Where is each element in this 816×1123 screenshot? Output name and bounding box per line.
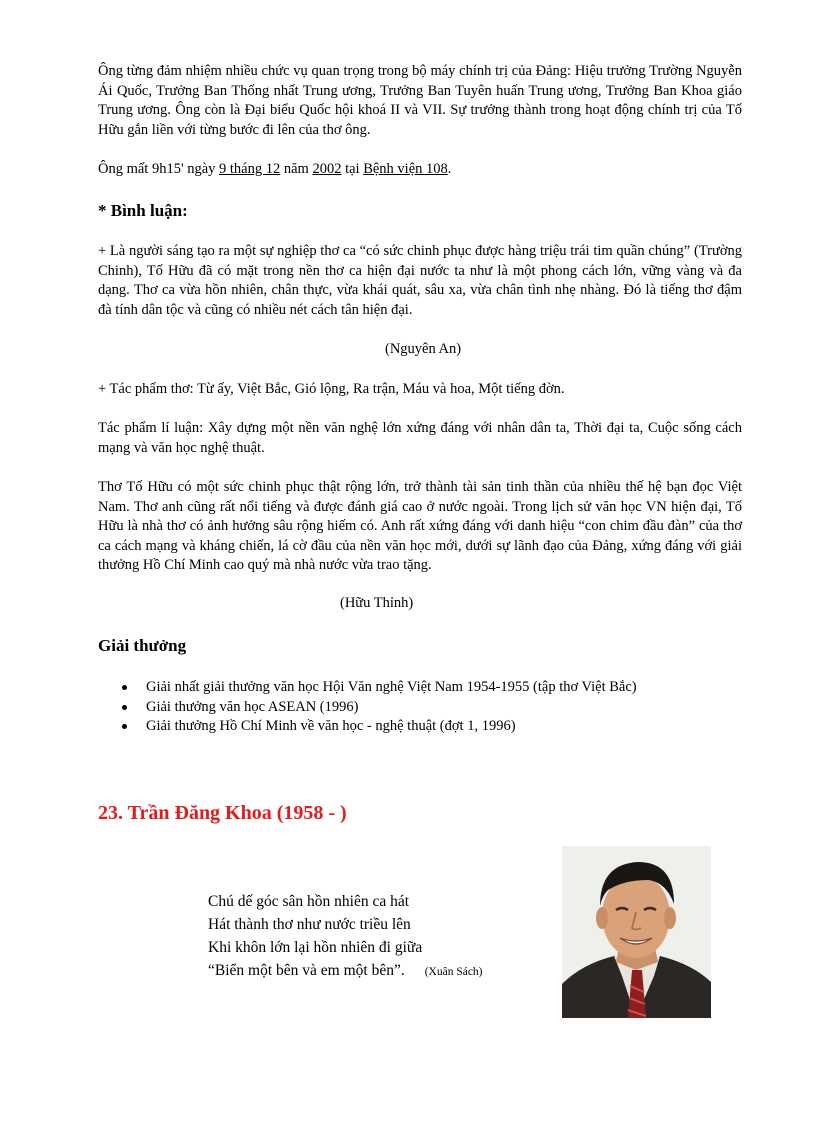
- death-year-link[interactable]: 2002: [312, 161, 342, 177]
- poem-line: Chú dế góc sân hồn nhiên ca hát: [208, 893, 410, 910]
- poem-source: (Xuân Sách): [424, 966, 483, 978]
- death-date-link[interactable]: 9 tháng 12: [219, 161, 281, 177]
- death-place-link[interactable]: Bệnh viện 108: [363, 161, 448, 177]
- portrait-illustration: [562, 846, 711, 1018]
- award-item: Giải thưởng văn học ASEAN (1996): [120, 698, 637, 718]
- commentary-paragraph-2: Thơ Tố Hữu có một sức chinh phục thật rộng lớn, trở thành tài sản tinh thần của nhiều thế hệ bạn đọc Việt Nam. Thơ anh cũng rất nổi tiếng và được đánh giá cao ở nước ngoài. Trong lịch sử văn học VN hiện đại, Tố Hữu là nhà thơ có ảnh hưởng sâu rộng hiếm có. Anh rất xứng đáng với danh hiệu “con chim đầu đàn” của thơ ca cách mạng và kháng chiến, lá cờ đầu của nền văn học mới, dưới sự lãnh đạo của Đảng, xứng đáng với giải thưởng Hồ Chí Minh cao quý mà nhà nước vừa trao tặng.: [98, 479, 742, 573]
- commentary-heading: * Bình luận:: [98, 201, 188, 220]
- bio-roles-paragraph: Ông từng đảm nhiệm nhiều chức vụ quan trọng trong bộ máy chính trị của Đảng: Hiệu trưởng Trường Nguyễn Ái Quốc, Trưởng Ban Thống nhất Trung ương, Trưởng Ban Tuyên huấn Trung ương, Trưởng Ban Khoa giáo Trung ương. Ông còn là Đại biểu Quốc hội khoá II và VII. Sự trưởng thành trong hoạt động chính trị của Tố Hữu gắn liền với từng bước đi lên của thơ ông.: [98, 63, 742, 138]
- poem-line: “Biển một bên và em một bên”.: [208, 962, 405, 979]
- poetry-works-paragraph: + Tác phẩm thơ: Từ ấy, Việt Bắc, Gió lộng, Ra trận, Máu và hoa, Một tiếng đờn.: [98, 381, 565, 397]
- death-paragraph: [98, 160, 742, 180]
- section-title: 23. Trần Đăng Khoa (1958 - ): [98, 802, 347, 824]
- death-mid2: tại: [341, 161, 364, 177]
- poem-line: Hát thành thơ như nước triều lên: [208, 916, 411, 933]
- awards-list: [120, 678, 637, 737]
- theory-works-paragraph: Tác phẩm lí luận: Xây dựng một nền văn nghệ lớn xứng đáng với nhân dân ta, Thời đại ta, Cuộc sống cách mạng và văn học nghệ thuật.: [98, 420, 742, 456]
- death-prefix: Ông mất 9h15' ngày: [98, 161, 220, 177]
- commentary-paragraph-1: + Là người sáng tạo ra một sự nghiệp thơ ca “có sức chinh phục được hàng triệu trái tim quần chúng” (Trường Chinh), Tố Hữu đã có mặt trong nền thơ ca hiện đại nước ta như là một phong cách lớn, vững vàng và đa dạng. Thơ ca vừa hồn nhiên, chân thực, vừa khái quát, sâu xa, vừa chân tình nhẹ nhàng. Đó là tiếng thơ đậm đà tính dân tộc và cũng có nhiều nét cách tân hiện đại.: [98, 243, 742, 318]
- award-item: Giải nhất giải thưởng văn học Hội Văn nghệ Việt Nam 1954-1955 (tập thơ Việt Bắc): [120, 678, 637, 698]
- poem-block: [208, 890, 483, 984]
- poem-line: Khi khôn lớn lại hồn nhiên đi giữa: [208, 939, 423, 956]
- death-mid: năm: [280, 161, 313, 177]
- death-suffix: .: [447, 161, 452, 177]
- citation-nguyen-an: (Nguyên An): [385, 341, 462, 357]
- citation-huu-thinh: (Hữu Thỉnh): [340, 595, 414, 611]
- author-portrait-image: [562, 846, 711, 1018]
- awards-heading: Giải thưởng: [98, 636, 187, 655]
- award-item: Giải thưởng Hồ Chí Minh về văn học - nghệ thuật (đợt 1, 1996): [120, 717, 637, 737]
